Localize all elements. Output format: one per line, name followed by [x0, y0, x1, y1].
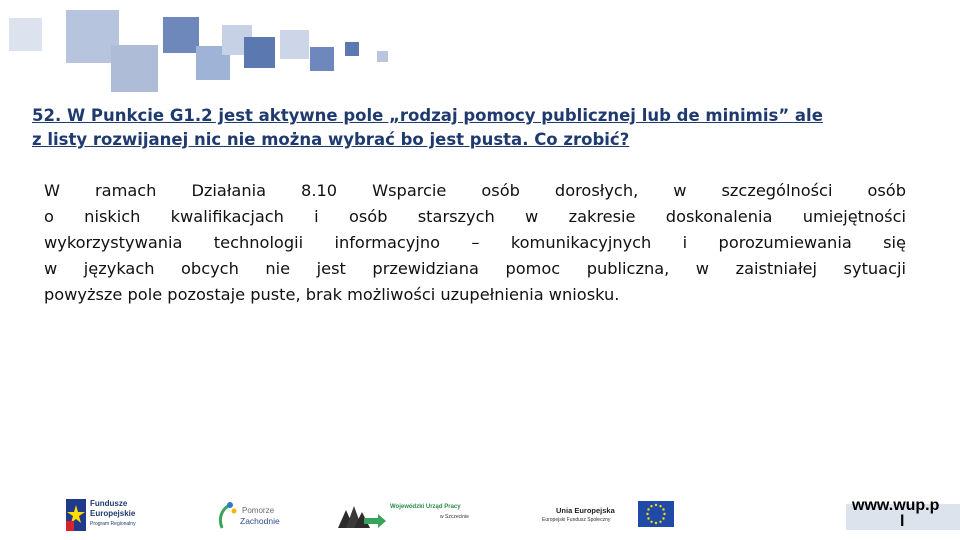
pomorze-emblem-icon: [216, 500, 238, 530]
ue-line-2: Europejski Fundusz Społeczny: [542, 517, 611, 523]
answer-line-1: W ramach Działania 8.10 Wsparcie osób dorosłych, w szczególności osób: [44, 181, 906, 200]
website-url-line-1[interactable]: www.wup.p: [852, 497, 940, 514]
answer-line-4: w językach obcych nie jest przewidziana pomoc publiczna, w zaistniałej sytuacji: [44, 259, 906, 278]
fe-line-2: Europejskie: [90, 509, 136, 518]
deco-square: [345, 42, 359, 56]
question-line-1: 52. W Punkcie G1.2 jest aktywne pole „rodzaj pomocy publicznej lub de minimis” ale: [32, 106, 823, 125]
pomorze-line-1: Pomorze: [242, 506, 275, 515]
deco-square: [377, 51, 388, 62]
fe-line-1: Fundusze: [90, 499, 128, 508]
answer-line-5: powyższe pole pozostaje puste, brak możliwości uzupełnienia wniosku.: [44, 285, 620, 304]
deco-square: [111, 45, 158, 92]
pomorze-zachodnie-logo: [216, 498, 286, 532]
question-title: [32, 104, 892, 152]
deco-square: [310, 47, 334, 71]
unia-europejska-logo: [540, 500, 680, 532]
wup-line-1: Wojewódzki Urząd Pracy: [390, 504, 461, 510]
answer-paragraph: [44, 178, 906, 308]
deco-square: [244, 37, 275, 68]
fe-line-3: Program Regionalny: [90, 521, 136, 527]
wup-emblem-icon: [338, 500, 386, 530]
eu-flag-icon: [638, 501, 674, 527]
fe-emblem-icon: [66, 499, 86, 531]
fundusze-europejskie-logo: [66, 497, 166, 535]
ue-line-1: Unia Europejska: [556, 506, 615, 515]
wup-line-2: w Szczecinie: [440, 514, 469, 520]
deco-square: [163, 17, 199, 53]
answer-line-3: wykorzystywania technologii informacyjno – komunikacyjnych i porozumiewania się: [44, 233, 906, 252]
wup-logo: [338, 500, 488, 532]
deco-square: [280, 30, 309, 59]
website-url[interactable]: [852, 497, 939, 529]
website-url-line-2[interactable]: l: [900, 513, 905, 530]
question-line-2: z listy rozwijanej nic nie można wybrać bo jest pusta. Co zrobić?: [32, 130, 630, 149]
footer-logos: [0, 490, 960, 540]
answer-line-2: o niskich kwalifikacjach i osób starszych w zakresie doskonalenia umiejętności: [44, 207, 906, 226]
pomorze-line-2: Zachodnie: [240, 516, 280, 526]
deco-square: [9, 18, 42, 51]
